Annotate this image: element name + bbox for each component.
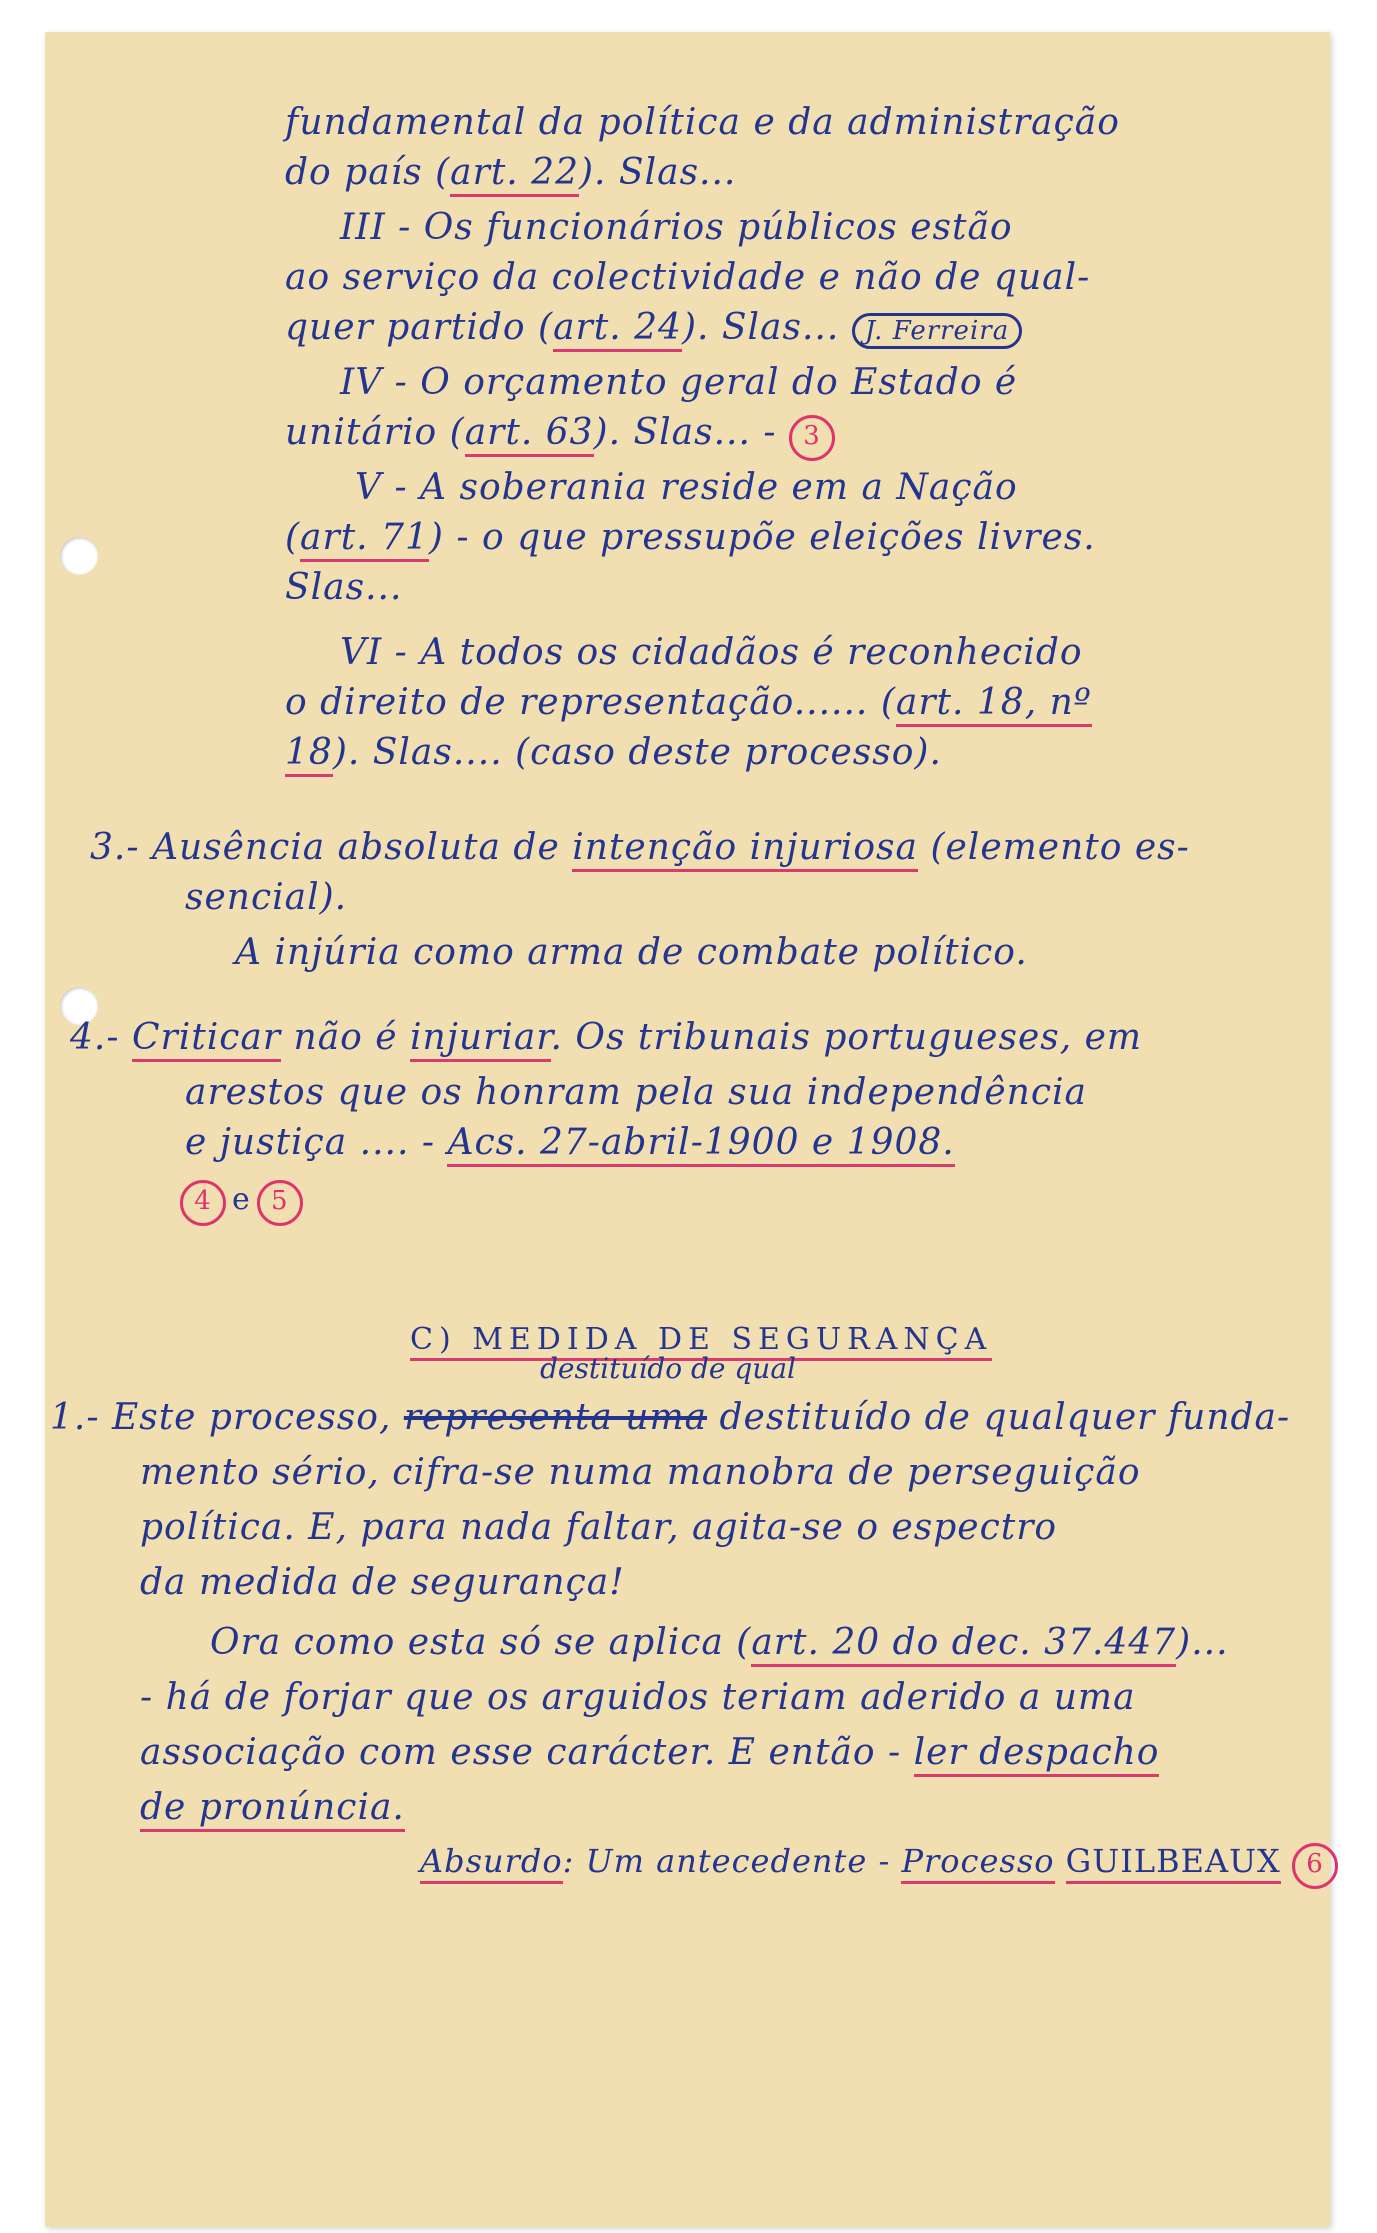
text-line-11: VI - A todos os cidadãos é reconhecido: [340, 632, 1083, 673]
text-line-15: sencial).: [185, 877, 348, 918]
initials-box: J. Ferreira: [852, 313, 1022, 349]
text-line-4: ao serviço da colectividade e não de qual-: [285, 257, 1091, 298]
text-line-28: Absurdo: Um antecedente - Processo GUILBEAUX 6: [420, 1842, 1338, 1889]
text-line-25: - há de forjar que os arguidos teriam aderido a uma: [140, 1677, 1136, 1718]
text-line-16: A injúria como arma de combate político.: [235, 932, 1028, 973]
text-line-8: V - A soberania reside em a Nação: [355, 467, 1018, 508]
text-line-23: da medida de segurança!: [140, 1562, 625, 1603]
text-line-2: do país (art. 22). Slas...: [285, 152, 736, 193]
text-line-24: Ora como esta só se aplica (art. 20 do dec. 37.447)...: [210, 1622, 1229, 1663]
circled-number-5: 5: [257, 1180, 303, 1226]
interlinear-insertion: destituído de qual: [540, 1352, 796, 1385]
text-line-13: 18). Slas.... (caso deste processo).: [285, 732, 942, 773]
text-line-22: política. E, para nada faltar, agita-se o espectro: [140, 1507, 1058, 1548]
text-line-14: 3.- Ausência absoluta de intenção injuriosa (elemento es-: [90, 827, 1190, 868]
text-line-20: 1.- Este processo, representa uma destituído de qualquer funda-: [50, 1397, 1291, 1438]
punch-hole-top: [60, 537, 98, 575]
text-line-17: 4.- Criticar não é injuriar. Os tribunais portugueses, em: [70, 1017, 1142, 1058]
text-line-19: e justiça .... - Acs. 27-abril-1900 e 1908.: [185, 1122, 955, 1163]
text-line-18: arestos que os honram pela sua independência: [185, 1072, 1087, 1113]
circled-number-4: 4: [180, 1180, 226, 1226]
circled-number-6: 6: [1292, 1843, 1338, 1889]
text-line-6: IV - O orçamento geral do Estado é: [340, 362, 1018, 403]
text-line-3: III - Os funcionários públicos estão: [340, 207, 1013, 248]
text-line-circled: 4 e 5: [180, 1177, 303, 1226]
text-line-10: Slas...: [285, 567, 403, 608]
text-line-27: de pronúncia.: [140, 1787, 405, 1828]
text-line-7: unitário (art. 63). Slas... - 3: [285, 412, 835, 461]
text-line-26: associação com esse carácter. E então - ler despacho: [140, 1732, 1159, 1773]
text-line-21: mento sério, cifra-se numa manobra de perseguição: [140, 1452, 1141, 1493]
paper-sheet: [45, 32, 1330, 2227]
text-line-5: quer partido (art. 24). Slas... J. Ferreira: [285, 307, 1022, 349]
text-line-1: fundamental da política e da administração: [285, 102, 1120, 143]
section-heading: C) MEDIDA DE SEGURANÇA: [410, 1317, 992, 1358]
text-line-12: o direito de representação...... (art. 18, nº: [285, 682, 1092, 723]
circled-number-3: 3: [789, 415, 835, 461]
text-line-9: (art. 71) - o que pressupõe eleições livres.: [285, 517, 1096, 558]
